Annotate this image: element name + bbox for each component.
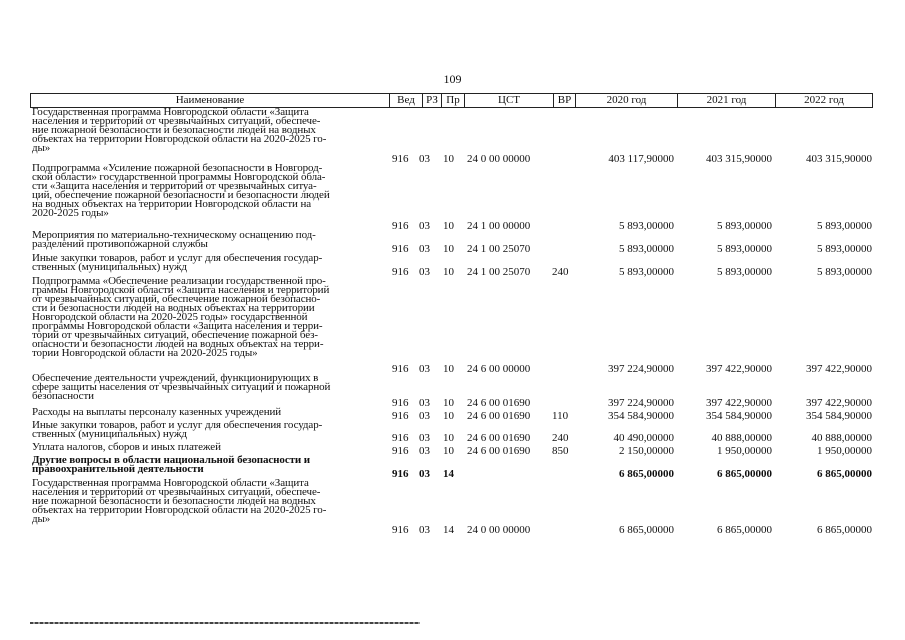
cell-ved: 916 [392,220,409,232]
cell-rz: 03 [419,445,430,457]
cell-2022: 5 893,00000 [817,220,872,232]
cell-rz: 03 [419,363,430,375]
cell-2021: 1 950,00000 [717,445,772,457]
table-row [30,231,873,254]
cell-cst: 24 0 00 00000 [467,524,531,536]
cell-cst: 24 6 00 01690 [467,432,531,444]
cell-name: Расходы на выплаты персоналу казенных учреждений [32,406,282,418]
cell-vr: 850 [552,445,569,457]
cell-vr: 110 [552,410,569,422]
budget-table [30,93,873,535]
header-cst: ЦСТ [464,94,553,107]
table-row [30,254,873,277]
cell-cst: 24 1 00 00000 [467,220,531,232]
cell-ved: 916 [392,445,409,457]
cell-pr: 10 [443,243,454,255]
cell-name: Уплата налогов, сборов и иных платежей [32,441,221,453]
cell-2021: 397 422,90000 [706,397,772,409]
cell-vr: 240 [552,432,569,444]
table-row [30,277,873,374]
cell-name: Иные закупки товаров, работ и услуг для обеспечения государ- ственных (муниципальных) нужд [32,252,323,273]
cell-2020: 354 584,90000 [608,410,674,422]
cell-2021: 6 865,00000 [717,524,772,536]
cell-2020: 6 865,00000 [619,468,674,480]
cell-ved: 916 [392,468,409,480]
cell-rz: 03 [419,432,430,444]
cell-name: Мероприятия по материально-техническому оснащению под- разделений противопожарной службы [32,229,316,250]
cell-2021: 5 893,00000 [717,266,772,278]
cell-2021: 354 584,90000 [706,410,772,422]
cell-ved: 916 [392,243,409,255]
cell-2022: 6 865,00000 [817,468,872,480]
cell-ved: 916 [392,153,409,165]
cell-2020: 5 893,00000 [619,266,674,278]
cell-2021: 40 888,00000 [711,432,772,444]
cell-cst: 24 1 00 25070 [467,243,531,255]
cell-ved: 916 [392,432,409,444]
cell-cst: 24 6 00 00000 [467,363,531,375]
cell-cst: 24 0 00 00000 [467,153,531,165]
cell-pr: 14 [443,468,454,480]
header-vr: ВР [553,94,575,107]
cell-name: Иные закупки товаров, работ и услуг для обеспечения государ- ственных (муниципальных) нужд [32,419,323,440]
cell-rz: 03 [419,524,430,536]
header-ved: Вед [389,94,422,107]
cell-2021: 6 865,00000 [717,468,772,480]
cell-2022: 5 893,00000 [817,243,872,255]
cell-name: Подпрограмма «Усиление пожарной безопасности в Новгород- ской области» государственной программы Новгородской обла- сти «Защита населения и территорий от чрезвычайных ситуа- ций, обеспечение пожарной безопасности и безопасности людей на водных объектах на территории Новгородской области на 2020-2025 годы» [32,162,330,219]
cell-rz: 03 [419,243,430,255]
cell-name: Обеспечение деятельности учреждений, функционирующих в сфере защиты населения от чрезвычайных ситуаций и пожарной безопасности [32,372,331,402]
page-number: 109 [443,72,462,86]
cell-rz: 03 [419,468,430,480]
cell-pr: 10 [443,363,454,375]
header-name: Наименование [175,94,245,106]
cell-vr: 240 [552,266,569,278]
cell-rz: 03 [419,153,430,165]
cell-2020: 397 224,90000 [608,363,674,375]
cell-2020: 403 117,90000 [608,153,674,165]
cell-ved: 916 [392,410,409,422]
cell-ved: 916 [392,266,409,278]
cell-pr: 14 [443,524,454,536]
cell-pr: 10 [443,266,454,278]
cell-pr: 10 [443,220,454,232]
cell-2020: 397 224,90000 [608,397,674,409]
cell-pr: 10 [443,410,454,422]
cell-2021: 5 893,00000 [717,220,772,232]
cell-2022: 354 584,90000 [806,410,872,422]
cell-name: Государственная программа Новгородской области «Защита населения и территорий от чрезвычайных ситуаций, обеспече- ние пожарной безопасности и безопасности людей на водных объектах на территории Новгородской области на 2020-2025 го- ды» [32,106,327,154]
table-body [30,108,873,535]
cell-2022: 6 865,00000 [817,524,872,536]
table-row [30,164,873,231]
cell-2022: 5 893,00000 [817,266,872,278]
header-2021: 2021 год [677,94,775,107]
table-row [30,479,873,535]
cell-2020: 5 893,00000 [619,220,674,232]
cell-2021: 5 893,00000 [717,243,772,255]
cell-2020: 2 150,00000 [619,445,674,457]
cell-rz: 03 [419,266,430,278]
cell-2022: 40 888,00000 [811,432,872,444]
cell-name: Другие вопросы в области национальной безопасности и правоохранительной деятельности [32,454,311,475]
header-2022: 2022 год [775,94,872,107]
header-2020: 2020 год [575,94,677,107]
cell-pr: 10 [443,153,454,165]
table-row [30,421,873,443]
header-pr: Пр [441,94,464,107]
cell-name: Государственная программа Новгородской области «Защита населения и территорий от чрезвычайных ситуаций, обеспече- ние пожарной безопасности и безопасности людей на водных объектах на территории Новгородской области на 2020-2025 го- ды» [32,477,327,525]
cell-rz: 03 [419,220,430,232]
cell-ved: 916 [392,524,409,536]
cell-ved: 916 [392,397,409,409]
cell-cst: 24 6 00 01690 [467,397,531,409]
cell-2020: 6 865,00000 [619,524,674,536]
cell-ved: 916 [392,363,409,375]
cell-2021: 403 315,90000 [706,153,772,165]
cell-2022: 403 315,90000 [806,153,872,165]
table-row [30,108,873,164]
table-row [30,374,873,408]
cell-pr: 10 [443,432,454,444]
cell-2022: 397 422,90000 [806,397,872,409]
cell-cst: 24 6 00 01690 [467,410,531,422]
cell-pr: 10 [443,445,454,457]
cell-name: Подпрограмма «Обеспечение реализации государственной про- граммы Новгородской области «Защита населения и территорий от чрезвычайных ситуаций, обеспечение пожарной безопасно- сти и безопасности людей на водных объектах на территории Новгородской области на 2020-2025 годы» государственной программы Новгородской области «Защита населения и терри- торий от чрезвычайных ситуаций, обеспечение пожарной без- опасности и безопасности людей на водных объектах на терри- тории Новгородской области на 2020-2025 годы» [32,275,330,359]
cell-2020: 40 490,00000 [613,432,674,444]
header-rz: РЗ [422,94,441,107]
cell-2021: 397 422,90000 [706,363,772,375]
cell-2022: 397 422,90000 [806,363,872,375]
cell-cst: 24 1 00 25070 [467,266,531,278]
cell-rz: 03 [419,397,430,409]
footer-rule [30,622,420,624]
table-row [30,456,873,479]
cell-2020: 5 893,00000 [619,243,674,255]
cell-cst: 24 6 00 01690 [467,445,531,457]
cell-2022: 1 950,00000 [817,445,872,457]
cell-pr: 10 [443,397,454,409]
cell-rz: 03 [419,410,430,422]
